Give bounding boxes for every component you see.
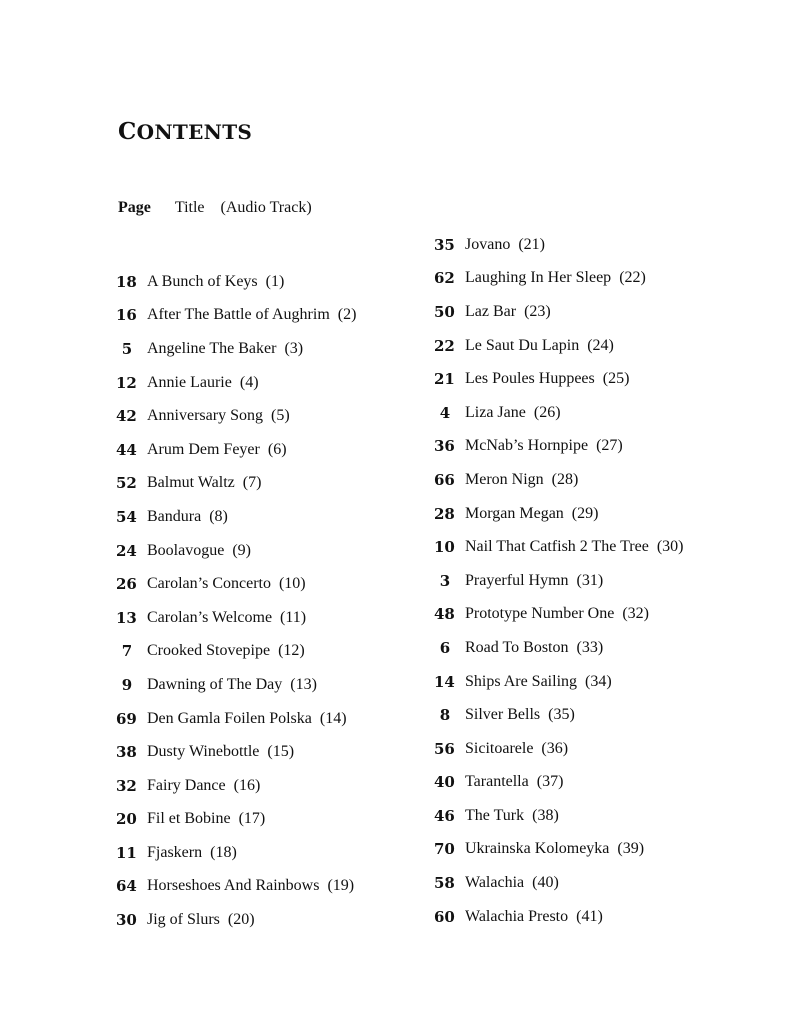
contents-entry[interactable] [116, 601, 356, 635]
entry-audio-track: (10) [278, 575, 306, 593]
contents-entry[interactable] [116, 265, 356, 299]
entry-page-number: 56 [434, 739, 455, 758]
entry-title: Laughing In Her Sleep [465, 269, 612, 287]
contents-entry[interactable] [116, 836, 356, 870]
contents-entry[interactable] [116, 668, 356, 702]
entry-title: Angeline The Baker [147, 339, 277, 357]
entry-audio-track: (32) [622, 605, 649, 623]
contents-entry[interactable] [434, 665, 684, 699]
entry-audio-track: (15) [267, 743, 295, 761]
entry-page-number: 54 [116, 507, 137, 526]
entry-title: Crooked Stovepipe [147, 642, 271, 660]
entry-title: McNab’s Hornpipe [465, 437, 589, 455]
entry-page-number: 9 [121, 675, 133, 694]
entry-title: Den Gamla Foilen Polska [147, 709, 312, 727]
entry-page-number: 21 [434, 370, 455, 389]
page-title-rest: ONTENTS [136, 120, 253, 144]
entry-page-number: 3 [439, 571, 451, 590]
entry-audio-track: (34) [585, 672, 612, 690]
page-title [118, 118, 252, 145]
entry-audio-track: (5) [270, 407, 290, 425]
entry-audio-track: (29) [571, 504, 599, 522]
entry-title: Annie Laurie [147, 373, 232, 391]
header-page: Page [118, 199, 151, 216]
entry-page-number: 32 [116, 776, 137, 795]
entry-title: Meron Nign [465, 470, 544, 488]
entry-audio-track: (3) [284, 339, 304, 357]
entry-audio-track: (16) [233, 776, 261, 794]
entry-page-number: 6 [439, 638, 451, 657]
entry-audio-track: (25) [602, 370, 630, 388]
entry-audio-track: (9) [232, 541, 251, 559]
page-title-initial: C [118, 118, 137, 145]
contents-entry[interactable] [116, 870, 356, 904]
entry-page-number: 40 [434, 773, 455, 792]
contents-entry[interactable] [434, 866, 684, 900]
entry-title: A Bunch of Keys [147, 272, 258, 290]
contents-entry[interactable] [434, 766, 684, 800]
entry-title: Carolan’s Concerto [147, 575, 271, 593]
contents-entry[interactable] [434, 228, 684, 262]
entry-page-number: 24 [116, 541, 137, 560]
entry-audio-track: (7) [242, 474, 262, 492]
entry-page-number: 52 [116, 474, 137, 493]
entry-audio-track: (14) [319, 709, 347, 727]
contents-entry[interactable] [434, 430, 684, 464]
entry-audio-track: (13) [290, 675, 317, 693]
entry-title: Dusty Winebottle [147, 743, 260, 761]
contents-right-column [434, 228, 684, 933]
entry-page-number: 10 [434, 538, 455, 557]
entry-page-number: 28 [434, 504, 455, 523]
entry-page-number: 22 [434, 336, 455, 355]
contents-entry[interactable] [434, 396, 684, 430]
contents-entry[interactable] [434, 463, 684, 497]
entry-title: Prayerful Hymn [465, 571, 569, 589]
entry-title: Ships Are Sailing [465, 672, 578, 690]
entry-title: Sicitoarele [465, 739, 534, 757]
entry-page-number: 14 [434, 672, 455, 691]
entry-page-number: 48 [434, 605, 455, 624]
entry-page-number: 70 [434, 840, 455, 859]
entry-title: Ukrainska Kolomeyka [465, 840, 610, 858]
contents-entry[interactable] [434, 732, 684, 766]
contents-entry[interactable] [116, 803, 356, 837]
entry-title: Horseshoes And Rainbows [147, 877, 320, 895]
entry-page-number: 58 [434, 874, 455, 893]
entry-title: Arum Dem Feyer [147, 440, 260, 458]
entry-audio-track: (36) [541, 739, 569, 757]
entry-audio-track: (38) [532, 806, 559, 824]
entry-page-number: 38 [116, 743, 137, 762]
entry-audio-track: (18) [210, 843, 237, 861]
entry-title: Fairy Dance [147, 776, 226, 794]
entry-title: Jig of Slurs [147, 911, 220, 929]
contents-entry[interactable] [434, 329, 684, 363]
entry-audio-track: (39) [617, 840, 645, 858]
entry-page-number: 35 [434, 235, 455, 254]
entry-audio-track: (4) [239, 373, 259, 391]
entry-page-number: 26 [116, 575, 137, 594]
entry-audio-track: (26) [533, 403, 561, 421]
entry-page-number: 69 [116, 709, 137, 728]
entry-audio-track: (1) [265, 272, 285, 290]
contents-entry[interactable] [434, 598, 684, 632]
entry-audio-track: (8) [209, 507, 228, 525]
entry-title: Morgan Megan [465, 504, 564, 522]
entry-audio-track: (40) [532, 874, 559, 892]
entry-page-number: 66 [434, 470, 455, 489]
entry-title: After The Battle of Aughrim [147, 306, 330, 324]
entry-title: Walachia [465, 874, 525, 892]
entry-title: Fjaskern [147, 843, 203, 861]
entry-title: Boolavogue [147, 541, 225, 559]
entry-title: Dawning of The Day [147, 675, 283, 693]
entry-audio-track: (28) [551, 470, 579, 488]
entry-page-number: 13 [116, 608, 137, 627]
header-title: Title [174, 199, 205, 216]
entry-page-number: 64 [116, 877, 137, 896]
entry-page-number: 4 [439, 403, 451, 422]
entry-audio-track: (41) [576, 907, 603, 925]
entry-title: Laz Bar [465, 302, 517, 320]
contents-entry[interactable] [116, 635, 356, 669]
entry-title: Fil et Bobine [147, 810, 231, 828]
entry-audio-track: (27) [596, 437, 623, 455]
entry-title: Les Poules Huppees [465, 370, 595, 388]
contents-entry[interactable] [434, 530, 684, 564]
entry-page-number: 60 [434, 907, 455, 926]
entry-audio-track: (24) [587, 336, 614, 354]
entry-page-number: 50 [434, 302, 455, 321]
entry-title: Le Saut Du Lapin [465, 336, 580, 354]
entry-title: Road To Boston [465, 638, 569, 656]
entry-audio-track: (35) [548, 706, 575, 724]
entry-page-number: 5 [121, 339, 133, 358]
entry-audio-track: (12) [278, 642, 305, 660]
entry-page-number: 42 [116, 407, 137, 426]
contents-entry[interactable] [434, 564, 684, 598]
contents-entry[interactable] [116, 903, 356, 937]
entry-audio-track: (31) [576, 571, 604, 589]
entry-page-number: 7 [121, 642, 133, 661]
entry-page-number: 36 [434, 437, 455, 456]
contents-entry[interactable] [116, 567, 356, 601]
entry-page-number: 46 [434, 806, 455, 825]
contents-entry[interactable] [116, 433, 356, 467]
entry-title: Bandura [147, 507, 202, 525]
contents-entry[interactable] [434, 295, 684, 329]
entry-audio-track: (20) [227, 911, 255, 929]
entry-audio-track: (21) [518, 235, 545, 253]
entry-title: Balmut Waltz [147, 474, 235, 492]
contents-entry[interactable] [434, 698, 684, 732]
entry-title: Jovano [465, 235, 511, 253]
entry-page-number: 20 [116, 810, 137, 829]
entry-audio-track: (30) [656, 538, 684, 556]
contents-entry[interactable] [116, 534, 356, 568]
contents-entry[interactable] [434, 362, 684, 396]
entry-title: Carolan’s Welcome [147, 608, 273, 626]
header-audio-track: (Audio Track) [220, 199, 312, 216]
entry-audio-track: (2) [337, 306, 357, 324]
column-header [118, 199, 312, 217]
entry-title: Liza Jane [465, 403, 526, 421]
entry-title: The Turk [465, 806, 525, 824]
contents-entry[interactable] [434, 833, 684, 867]
entry-title: Anniversary Song [147, 407, 263, 425]
entry-title: Nail That Catfish 2 The Tree [465, 538, 649, 556]
contents-entry[interactable] [116, 366, 356, 400]
entry-page-number: 16 [116, 306, 137, 325]
entry-audio-track: (33) [576, 638, 604, 656]
entry-page-number: 62 [434, 269, 455, 288]
entry-audio-track: (6) [267, 440, 287, 458]
entry-title: Silver Bells [465, 706, 541, 724]
entry-title: Tarantella [465, 773, 529, 791]
entry-page-number: 8 [439, 706, 451, 725]
contents-entry[interactable] [116, 702, 356, 736]
contents-left-column [116, 265, 356, 937]
contents-entry[interactable] [434, 262, 684, 296]
entry-page-number: 11 [116, 843, 137, 862]
entry-title: Walachia Presto [465, 907, 569, 925]
entry-page-number: 18 [116, 272, 137, 291]
contents-entry[interactable] [116, 399, 356, 433]
entry-page-number: 12 [116, 373, 137, 392]
contents-entry[interactable] [116, 500, 356, 534]
contents-entry[interactable] [434, 799, 684, 833]
contents-entry[interactable] [116, 769, 356, 803]
entry-page-number: 30 [116, 911, 137, 930]
contents-entry[interactable] [116, 332, 356, 366]
entry-title: Prototype Number One [465, 605, 615, 623]
entry-audio-track: (37) [536, 773, 564, 791]
entry-audio-track: (17) [238, 810, 266, 828]
entry-audio-track: (22) [619, 269, 646, 287]
entry-page-number: 44 [116, 440, 137, 459]
entry-audio-track: (11) [280, 608, 307, 626]
contents-entry[interactable] [116, 735, 356, 769]
contents-entry[interactable] [116, 299, 356, 333]
contents-entry[interactable] [434, 631, 684, 665]
contents-entry[interactable] [434, 497, 684, 531]
contents-entry[interactable] [116, 467, 356, 501]
entry-audio-track: (23) [524, 302, 551, 320]
contents-entry[interactable] [434, 900, 684, 934]
entry-audio-track: (19) [327, 877, 355, 895]
